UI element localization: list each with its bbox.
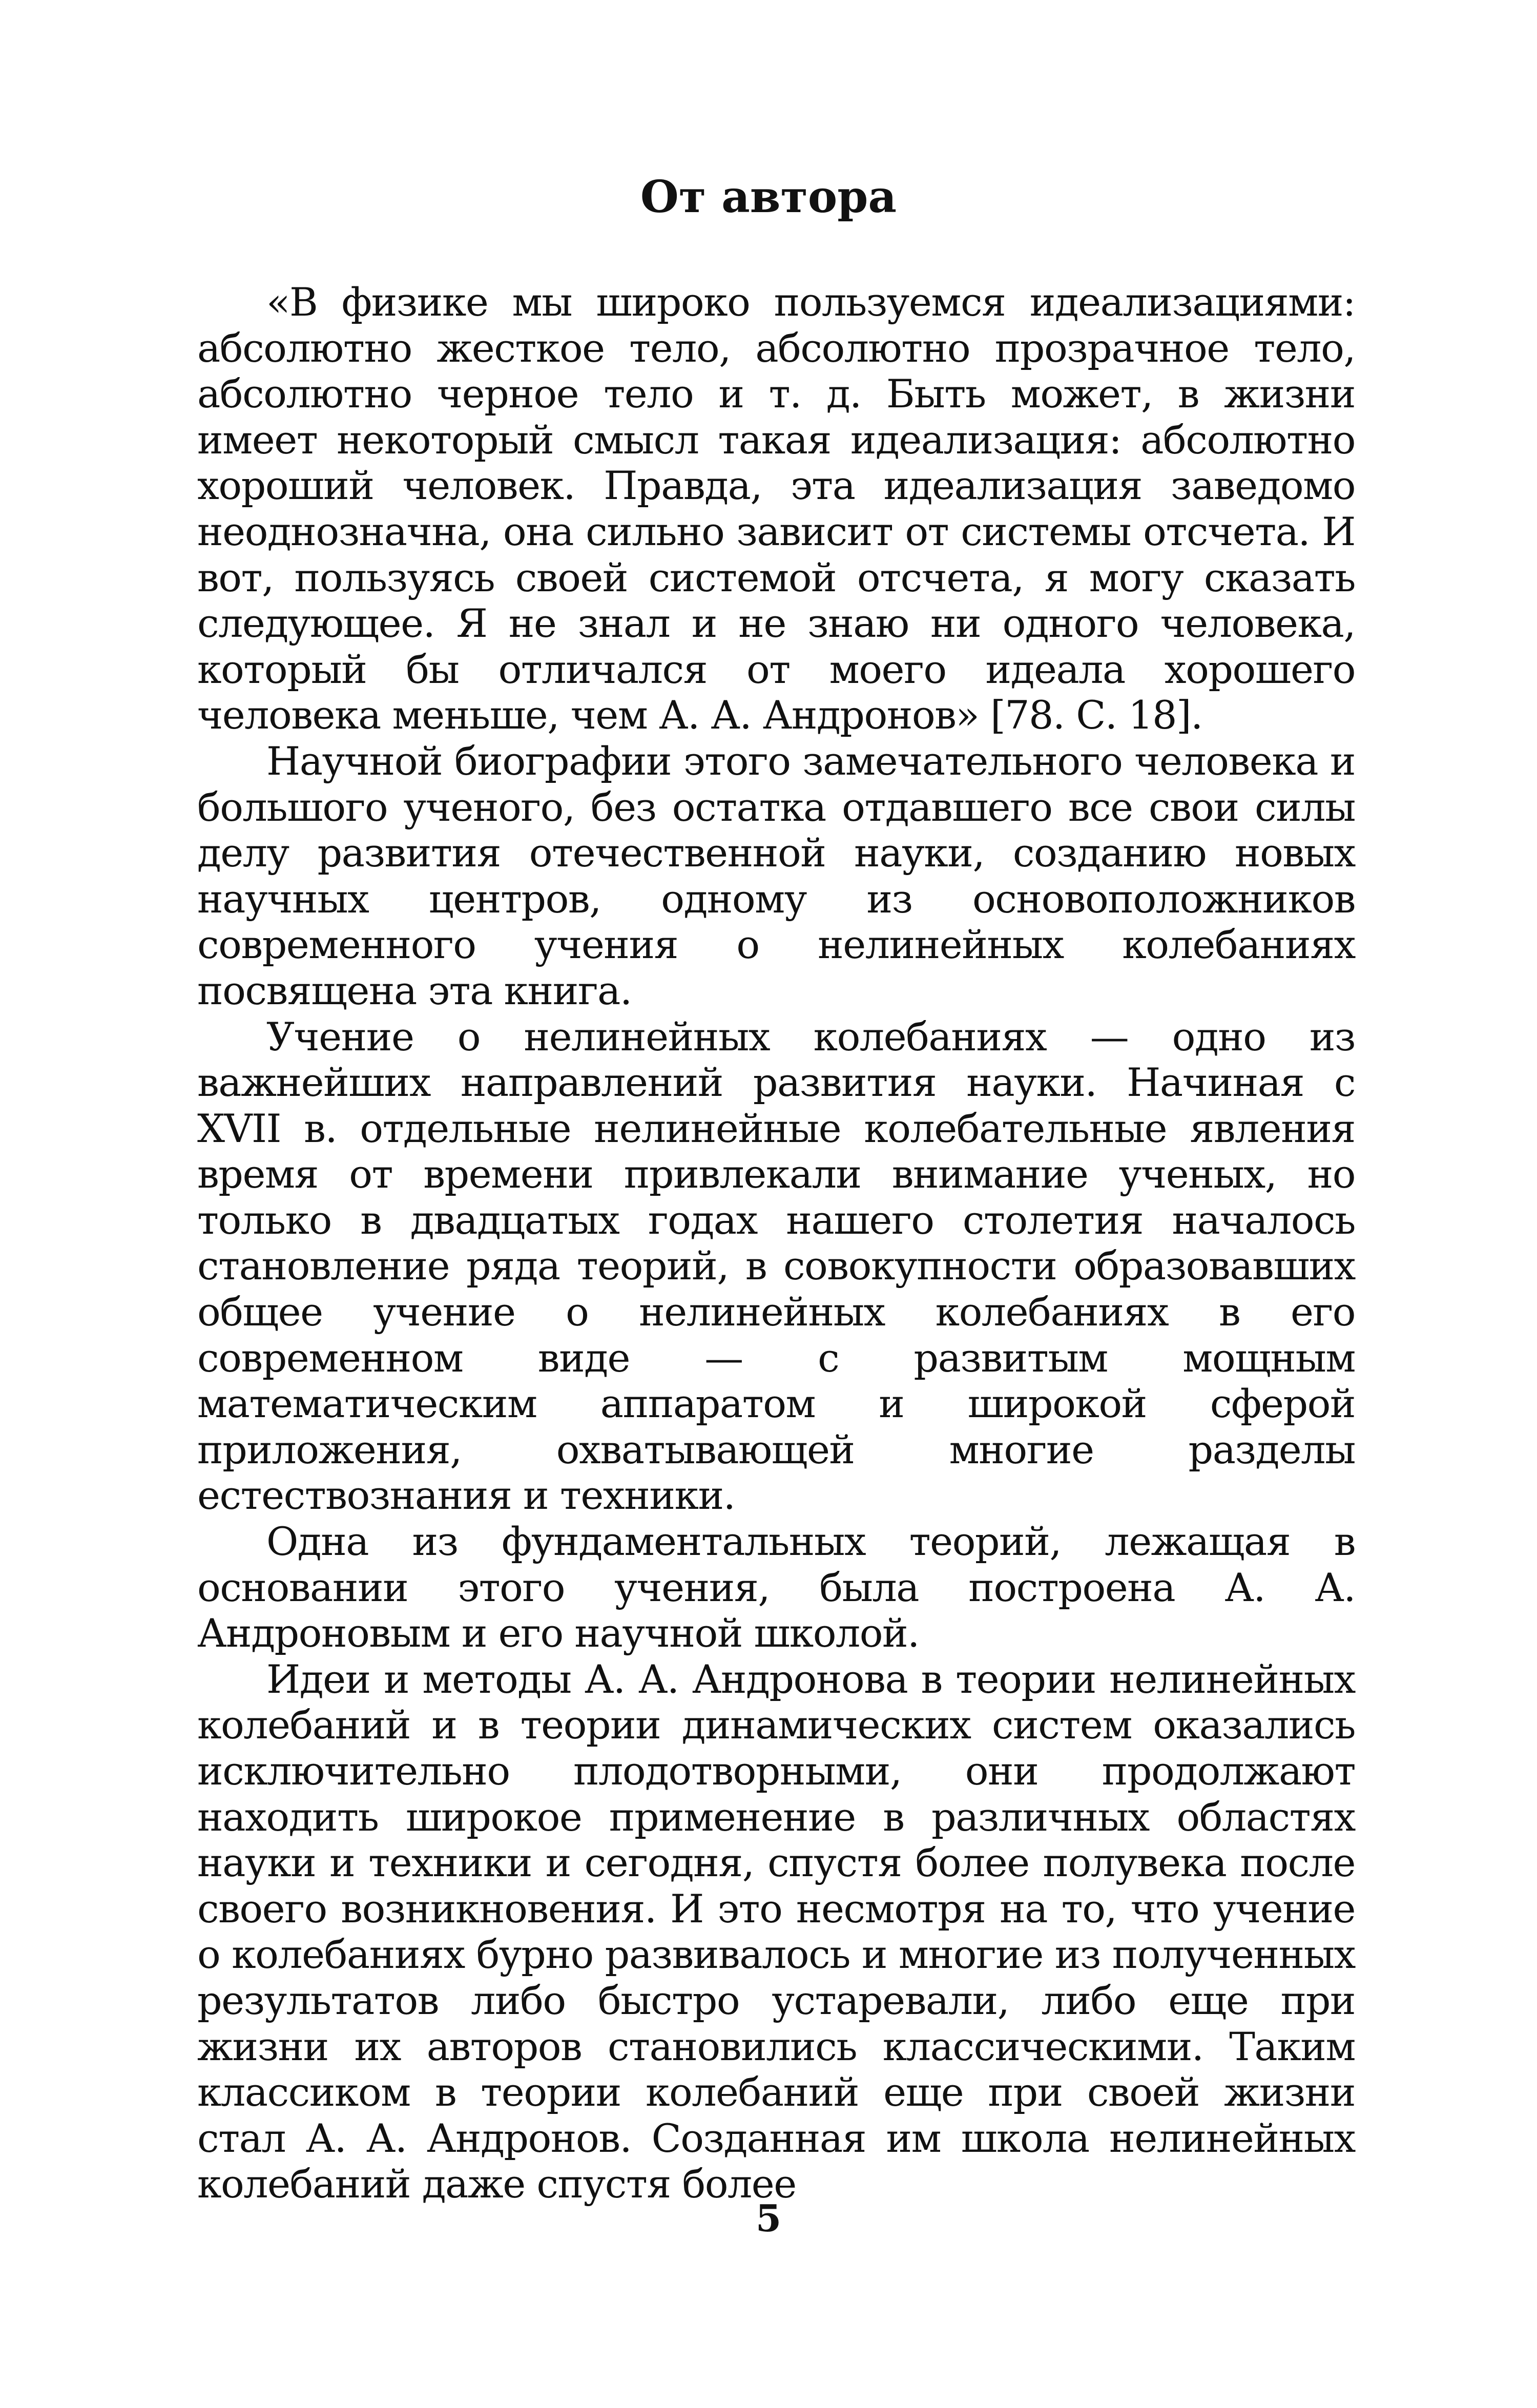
paragraph-nonlinear-oscillations: Учение о нелинейных колебаниях — одно из важнейших направлений развития науки. Начиная с XVII в. отдельные нелинейные колебательные явления время от времени привлекали внимание ученых, но только в двадцатых годах нашего столетия началось становление ряда теорий, в совокупности образовавших общее учение о нелинейных колебаниях в его современном виде — с развитым мощным математическим аппаратом и широкой сферой приложения, охватывающей многие разделы естествознания и техники.	[197, 1013, 1355, 1519]
paragraph-andronov-ideas: Идеи и методы А. А. Андронова в теории нелинейных колебаний и в теории динамических систем оказались исключительно плодотворными, они продолжают находить широкое применение в различных областях науки и техники и сегодня, спустя более полувека после своего возникновения. И это несмотря на то, что учение о колебаниях бурно развивалось и многие из полученных результатов либо быстро устаревали, либо еще при жизни их авторов становились классическими. Таким классиком в теории колебаний еще при своей жизни стал А. А. Андронов. Созданная им школа нелинейных колебаний даже спустя более	[197, 1656, 1355, 2207]
body-text	[197, 279, 1355, 2207]
paragraph-fundamental-theory: Одна из фундаментальных теорий, лежащая в основании этого учения, была построена А. А. Андроновым и его научной школой.	[197, 1519, 1355, 1656]
paragraph-quote: «В физике мы широко пользуемся идеализациями: абсолютно жесткое тело, абсолютно прозрачное тело, абсолютно черное тело и т. д. Быть может, в жизни имеет некоторый смысл такая идеализация: абсолютно хороший человек. Правда, эта идеализация заведомо неоднозначна, она сильно зависит от системы отсчета. И вот, пользуясь своей системой отсчета, я могу сказать следующее. Я не знал и не знаю ни одного человека, который бы отличался от моего идеала хорошего человека меньше, чем А. А. Андронов» [78. С. 18].	[197, 279, 1355, 738]
page-title: От автора	[640, 171, 897, 223]
page-number: 5	[755, 2196, 782, 2240]
paragraph-dedication: Научной биографии этого замечательного человека и большого ученого, без остатка отдавшего все свои силы делу развития отечественной науки, созданию новых научных центров, одному из основоположников современного учения о нелинейных колебаниях посвящена эта книга.	[197, 738, 1355, 1013]
